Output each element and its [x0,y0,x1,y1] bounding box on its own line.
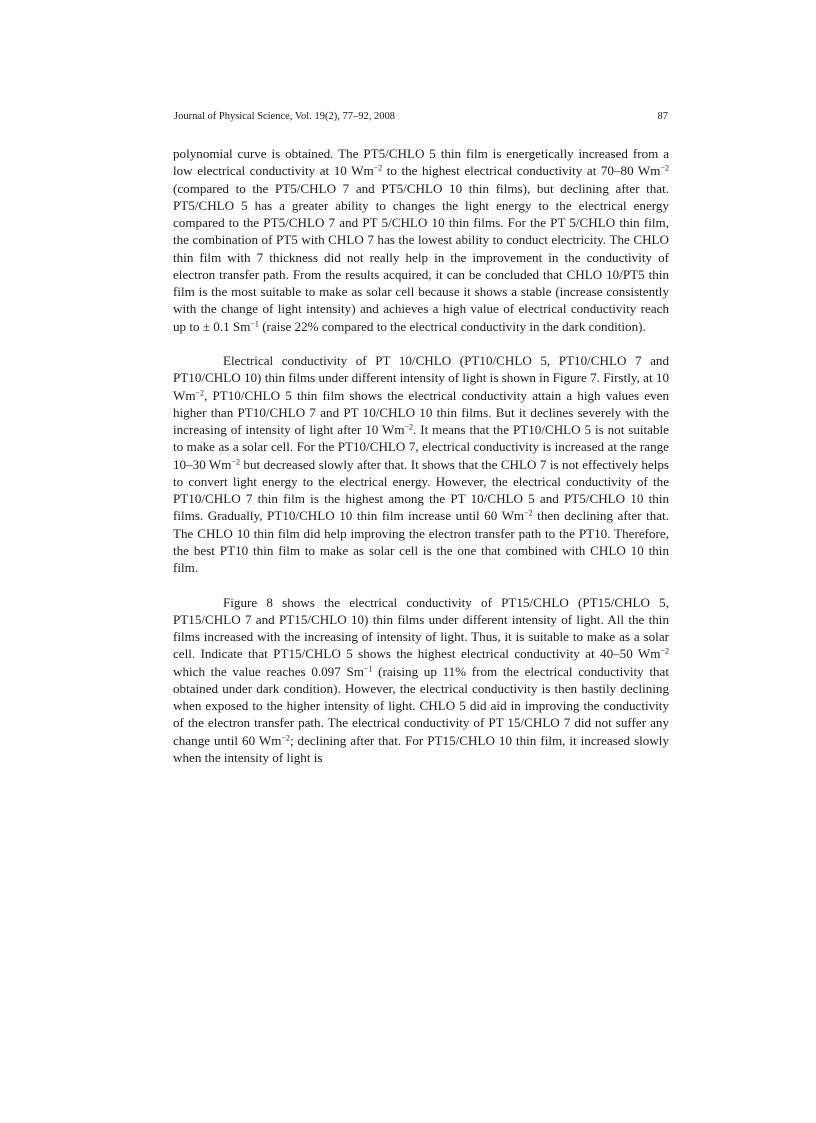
paragraph: Figure 8 shows the electrical conductivity of PT15/CHLO (PT15/CHLO 5, PT15/CHLO 7 and PT15/CHLO 10) thin films under different intensity of light. All the thin films increased with the increasing of intensity of light. Thus, it is suitable to make as a solar cell. Indicate that PT15/CHLO 5 shows the highest electrical conductivity at 40–50 $Wm^{-2}$ which the value reaches 0.097 $Sm^{-1}$ (raising up 11% from the electrical conductivity that obtained under dark condition). However, the electrical conductivity is then hastily declining when exposed to the higher intensity of light. CHLO 5 did aid in improving the conductivity of the electron transfer path. The electrical conductivity of PT 15/CHLO 7 did not suffer any change until 60 $Wm^{-2}$; declining after that. For PT15/CHLO 10 thin film, it increased slowly when the intensity of light is [173,594,669,765]
body-text [173,145,669,783]
running-header [174,110,668,124]
paragraph: Electrical conductivity of PT 10/CHLO (PT10/CHLO 5, PT10/CHLO 7 and PT10/CHLO 10) thin films under different intensity of light is shown in Figure 7. Firstly, at 10 $Wm^{-2}$, PT10/CHLO 5 thin film shows the electrical conductivity attain a high values even higher than PT10/CHLO 7 and PT 10/CHLO 10 thin films. But it declines severely with the increasing of intensity of light after 10 $Wm^{-2}$. It means that the PT10/CHLO 5 is not suitable to make as a solar cell. For the PT10/CHLO 7, electrical conductivity is increased at the range 10–30 $Wm^{-2}$ but decreased slowly after that. It shows that the CHLO 7 is not effectively helps to convert light energy to the electrical energy. However, the electrical conductivity of the PT10/CHLO 7 thin film is the highest among the PT 10/CHLO 5 and PT5/CHLO 10 thin films. Gradually, PT10/CHLO 10 thin film increase until 60 $Wm^{-2}$ then declining after that. The CHLO 10 thin film did help improving the electron transfer path to the PT10. Therefore, the best PT10 thin film to make as solar cell is the one that combined with CHLO 10 thin film. [173,353,669,575]
paragraph: polynomial curve is obtained. The PT5/CHLO 5 thin film is energetically increased from a low electrical conductivity at 10 $Wm^{-2}$ to the highest electrical conductivity at 70–80 $Wm^{-2}$ (compared to the PT5/CHLO 7 and PT5/CHLO 10 thin films), but declining after that. PT5/CHLO 5 has a greater ability to changes the light energy to the electrical energy compared to the PT5/CHLO 7 and PT 5/CHLO 10 thin films. For the PT 5/CHLO thin film, the combination of PT5 with CHLO 7 has the lowest ability to conduct electricity. The CHLO thin film with 7 thickness did not really help in the improvement in the conductivity of electron transfer path. From the results acquired, it can be concluded that CHLO 10/PT5 thin film is the most suitable to make as solar cell because it shows a stable (increase consistently with the change of light intensity) and achieves a high value of electrical conductivity reach up to ± 0.1 $Sm^{-1}$ (raise 22% compared to the electrical conductivity in the dark condition). [173,146,669,334]
unit-exponent: −2 [195,388,205,398]
unit-exponent: −2 [281,733,290,743]
unit-exponent: −1 [250,319,259,329]
unit-exponent: −1 [363,664,373,674]
journal-citation: Journal of Physical Science, Vol. 19(2), 77–92, 2008 [174,111,395,122]
unit-exponent: −2 [373,163,383,173]
unit-exponent: −2 [660,646,669,656]
unit-exponent: −2 [524,508,533,518]
unit-exponent: −2 [404,422,414,432]
unit-exponent: −2 [660,163,669,173]
unit-exponent: −2 [231,457,240,467]
page-number: 87 [657,111,668,122]
